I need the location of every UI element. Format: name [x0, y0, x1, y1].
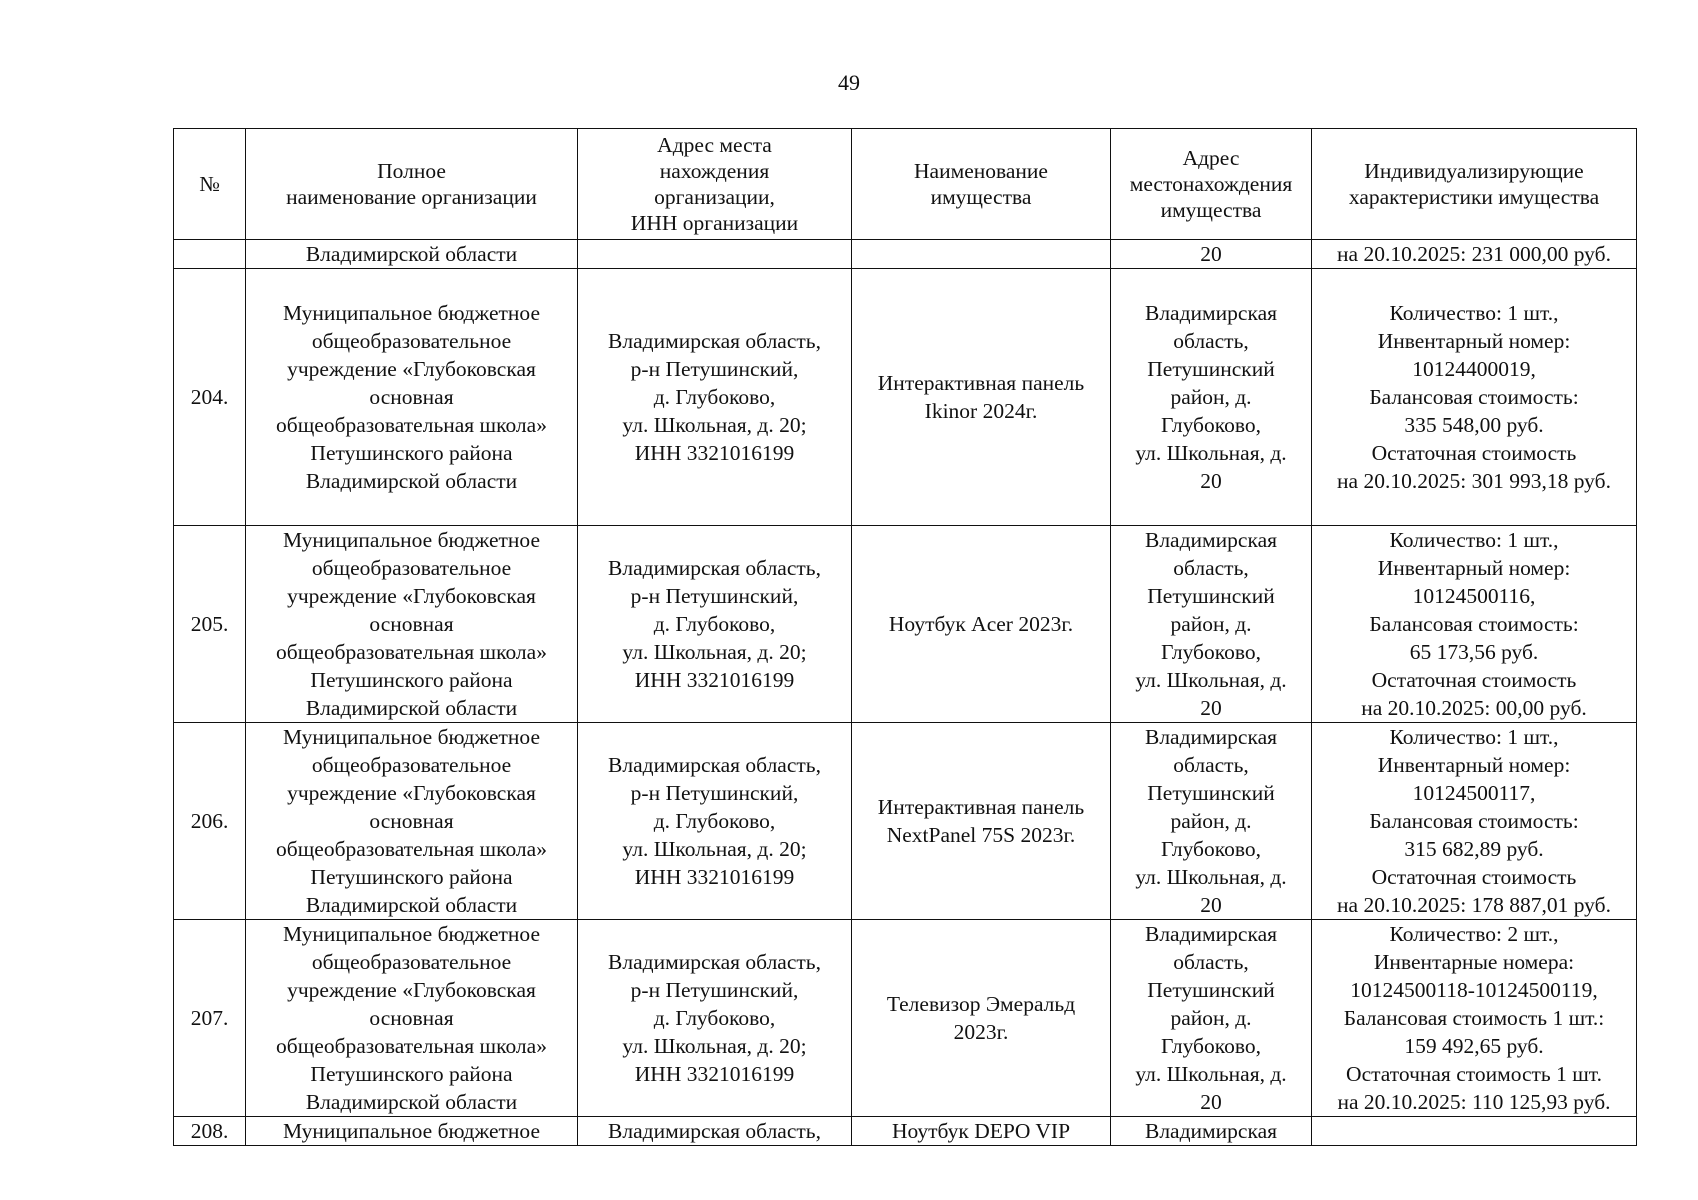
text-line: организации, — [654, 185, 775, 209]
text-line: Ноутбук Acer 2023г. — [888, 612, 1074, 636]
text-line: Владимирская — [1144, 528, 1277, 552]
text-line: д. Глубоково, — [653, 385, 776, 409]
cell-org-name — [246, 1117, 578, 1146]
text-line: Глубоково, — [1161, 413, 1261, 437]
text-line: ул. Школьная, д. — [1135, 1062, 1287, 1086]
text-line: Петушинского района — [310, 441, 513, 465]
table-row — [174, 1117, 1637, 1146]
text-line: Адрес места — [657, 133, 772, 157]
text-line: Количество: 2 шт., — [1389, 922, 1559, 946]
text-line: Инвентарный номер: — [1377, 329, 1571, 353]
text-line: NextPanel 75S 2023г. — [886, 823, 1076, 847]
header-org-address — [578, 129, 852, 240]
text-line: Интерактивная панель — [877, 795, 1085, 819]
text-line: имущества — [1160, 198, 1262, 222]
cell-org-address — [578, 1117, 852, 1146]
text-line: Петушинского района — [310, 865, 513, 889]
text-line: Ikinor 2024г. — [924, 399, 1038, 423]
cell-num: 208. — [174, 1117, 246, 1146]
text-line: Количество: 1 шт., — [1389, 301, 1559, 325]
text-line: ул. Школьная, д. 20; — [622, 413, 807, 437]
text-line: область, — [1173, 556, 1249, 580]
cell-property-address — [1111, 920, 1312, 1117]
table-row — [174, 920, 1637, 1117]
header-num: № — [174, 129, 246, 240]
cell-characteristics — [1312, 269, 1637, 526]
cell-org-address — [578, 920, 852, 1117]
text-line: общеобразовательная школа» — [276, 1034, 547, 1058]
text-line: Глубоково, — [1161, 1034, 1261, 1058]
text-line: Остаточная стоимость — [1371, 865, 1577, 889]
text-line: основная — [369, 612, 454, 636]
text-line: 10124500118-10124500119, — [1350, 978, 1598, 1002]
text-line: 20 — [1200, 469, 1222, 493]
header-org-name — [246, 129, 578, 240]
cell-org-name — [246, 269, 578, 526]
cell-org-address — [578, 723, 852, 920]
table-row — [174, 723, 1637, 920]
cell-property-address — [1111, 526, 1312, 723]
cell-characteristics — [1312, 920, 1637, 1117]
text-line: на 20.10.2025: 00,00 руб. — [1361, 696, 1587, 720]
text-line: Владимирская — [1144, 725, 1277, 749]
table-row — [174, 269, 1637, 526]
text-line: ИНН организации — [630, 211, 799, 235]
text-line: Владимирская область, — [608, 753, 821, 777]
text-line: ул. Школьная, д. — [1135, 865, 1287, 889]
text-line: Петушинский — [1147, 357, 1275, 381]
text-line: р-н Петушинский, — [630, 978, 799, 1002]
text-line: ул. Школьная, д. — [1135, 668, 1287, 692]
text-line: 20 — [1200, 1090, 1222, 1114]
cell-property-address — [1111, 723, 1312, 920]
text-line: наименование организации — [286, 185, 537, 209]
cell-characteristics — [1312, 526, 1637, 723]
text-line: Инвентарный номер: — [1377, 753, 1571, 777]
text-line: Петушинский — [1147, 978, 1275, 1002]
text-line: Интерактивная панель — [877, 371, 1085, 395]
text-line: имущества — [930, 185, 1032, 209]
text-line: Адрес — [1182, 146, 1240, 170]
text-line: область, — [1173, 753, 1249, 777]
text-line: Владимирской области — [305, 696, 518, 720]
cell-characteristics — [1312, 723, 1637, 920]
cell-org-name: Владимирской области — [246, 240, 578, 269]
text-line: общеобразовательное — [311, 329, 512, 353]
cell-org-name — [246, 723, 578, 920]
text-line: местонахождения — [1129, 172, 1293, 196]
text-line: учреждение «Глубоковская — [287, 978, 536, 1002]
text-line: Владимирская — [1144, 1119, 1277, 1143]
text-line: Инвентарные номера: — [1373, 950, 1575, 974]
text-line: ИНН 3321016199 — [634, 441, 795, 465]
cell-org-name — [246, 920, 578, 1117]
text-line: общеобразовательное — [311, 556, 512, 580]
text-line: 335 548,00 руб. — [1404, 413, 1544, 437]
text-line: Количество: 1 шт., — [1389, 528, 1559, 552]
text-line: Петушинского района — [310, 668, 513, 692]
text-line: Владимирская область, — [608, 950, 821, 974]
text-line: ИНН 3321016199 — [634, 668, 795, 692]
text-line: область, — [1173, 329, 1249, 353]
cell-property-address — [1111, 1117, 1312, 1146]
text-line: район, д. — [1170, 385, 1252, 409]
text-line: Владимирская область, — [608, 329, 821, 353]
text-line: основная — [369, 1006, 454, 1030]
text-line: 10124500117, — [1412, 781, 1536, 805]
text-line: д. Глубоково, — [653, 612, 776, 636]
text-line: ИНН 3321016199 — [634, 1062, 795, 1086]
text-line: общеобразовательное — [311, 753, 512, 777]
text-line: характеристики имущества — [1348, 185, 1600, 209]
text-line: на 20.10.2025: 301 993,18 руб. — [1337, 469, 1611, 493]
header-property-address — [1111, 129, 1312, 240]
text-line: р-н Петушинский, — [630, 781, 799, 805]
cell-property-name — [852, 526, 1111, 723]
cell-num: 205. — [174, 526, 246, 723]
text-line: общеобразовательная школа» — [276, 413, 547, 437]
text-line: Муниципальное бюджетное — [283, 922, 540, 946]
text-line: Владимирской области — [305, 1090, 518, 1114]
cell-property-name — [852, 1117, 1111, 1146]
cell-org-address — [578, 240, 852, 269]
cell-property-name — [852, 723, 1111, 920]
text-line: общеобразовательное — [311, 950, 512, 974]
cell-num: 206. — [174, 723, 246, 920]
cell-org-address — [578, 269, 852, 526]
text-line: район, д. — [1170, 612, 1252, 636]
text-line: нахождения — [659, 159, 770, 183]
text-line: Балансовая стоимость 1 шт.: — [1343, 1006, 1605, 1030]
text-line: 10124500116, — [1412, 584, 1536, 608]
text-line: Муниципальное бюджетное — [283, 301, 540, 325]
text-line: общеобразовательная школа» — [276, 837, 547, 861]
text-line: 20 — [1200, 696, 1222, 720]
cell-num: 204. — [174, 269, 246, 526]
text-line: д. Глубоково, — [653, 1006, 776, 1030]
text-line: ул. Школьная, д. 20; — [622, 1034, 807, 1058]
text-line: ул. Школьная, д. 20; — [622, 837, 807, 861]
header-property-name — [852, 129, 1111, 240]
text-line: учреждение «Глубоковская — [287, 781, 536, 805]
text-line: основная — [369, 809, 454, 833]
cell-org-address — [578, 526, 852, 723]
cell-characteristics: на 20.10.2025: 231 000,00 руб. — [1312, 240, 1637, 269]
text-line: 2023г. — [953, 1020, 1009, 1044]
text-line: Инвентарный номер: — [1377, 556, 1571, 580]
text-line: на 20.10.2025: 110 125,93 руб. — [1337, 1090, 1611, 1114]
continuation-row — [174, 240, 1637, 269]
cell-property-name — [852, 269, 1111, 526]
text-line: на 20.10.2025: 178 887,01 руб. — [1337, 893, 1611, 917]
text-line: Остаточная стоимость — [1371, 668, 1577, 692]
text-line: Наименование — [914, 159, 1048, 183]
text-line: Балансовая стоимость: — [1369, 385, 1579, 409]
text-line: учреждение «Глубоковская — [287, 584, 536, 608]
text-line: 10124400019, — [1412, 357, 1536, 381]
text-line: общеобразовательная школа» — [276, 640, 547, 664]
text-line: Владимирская область, — [608, 556, 821, 580]
text-line: Количество: 1 шт., — [1389, 725, 1559, 749]
text-line: Остаточная стоимость — [1371, 441, 1577, 465]
text-line: 159 492,65 руб. — [1404, 1034, 1544, 1058]
text-line: ул. Школьная, д. — [1135, 441, 1287, 465]
text-line: Балансовая стоимость: — [1369, 809, 1579, 833]
text-line: Телевизор Эмеральд — [886, 992, 1076, 1016]
text-line: Владимирская — [1144, 922, 1277, 946]
text-line: ИНН 3321016199 — [634, 865, 795, 889]
table-row — [174, 526, 1637, 723]
text-line: Владимирская область, — [608, 1119, 821, 1143]
cell-property-address — [1111, 269, 1312, 526]
page-number: 49 — [838, 70, 860, 95]
text-line: Полное — [377, 159, 446, 183]
text-line: Глубоково, — [1161, 837, 1261, 861]
text-line: район, д. — [1170, 809, 1252, 833]
cell-org-name — [246, 526, 578, 723]
text-line: Остаточная стоимость 1 шт. — [1346, 1062, 1602, 1086]
cell-property-address: 20 — [1111, 240, 1312, 269]
header-characteristics — [1312, 129, 1637, 240]
text-line: ул. Школьная, д. 20; — [622, 640, 807, 664]
text-line: Петушинский — [1147, 584, 1275, 608]
text-line: Муниципальное бюджетное — [283, 725, 540, 749]
text-line: Муниципальное бюджетное — [283, 1119, 540, 1143]
text-line: основная — [369, 385, 454, 409]
text-line: 315 682,89 руб. — [1404, 837, 1544, 861]
text-line: Владимирская — [1144, 301, 1277, 325]
text-line: Глубоково, — [1161, 640, 1261, 664]
cell-num — [174, 240, 246, 269]
text-line: р-н Петушинский, — [630, 584, 799, 608]
text-line: Владимирской области — [305, 469, 518, 493]
text-line: д. Глубоково, — [653, 809, 776, 833]
text-line: учреждение «Глубоковская — [287, 357, 536, 381]
text-line: Балансовая стоимость: — [1369, 612, 1579, 636]
text-line: район, д. — [1170, 1006, 1252, 1030]
header-row — [174, 129, 1637, 240]
text-line: 65 173,56 руб. — [1409, 640, 1539, 664]
text-line: Муниципальное бюджетное — [283, 528, 540, 552]
text-line: область, — [1173, 950, 1249, 974]
property-table — [173, 128, 1637, 1146]
cell-property-name — [852, 920, 1111, 1117]
text-line: Ноутбук DEPO VIP — [891, 1119, 1071, 1143]
text-line: Индивидуализирующие — [1364, 159, 1584, 183]
text-line: Петушинского района — [310, 1062, 513, 1086]
cell-property-name — [852, 240, 1111, 269]
text-line: р-н Петушинский, — [630, 357, 799, 381]
text-line: Петушинский — [1147, 781, 1275, 805]
cell-num: 207. — [174, 920, 246, 1117]
cell-characteristics — [1312, 1117, 1637, 1146]
text-line: 20 — [1200, 893, 1222, 917]
text-line: Владимирской области — [305, 893, 518, 917]
